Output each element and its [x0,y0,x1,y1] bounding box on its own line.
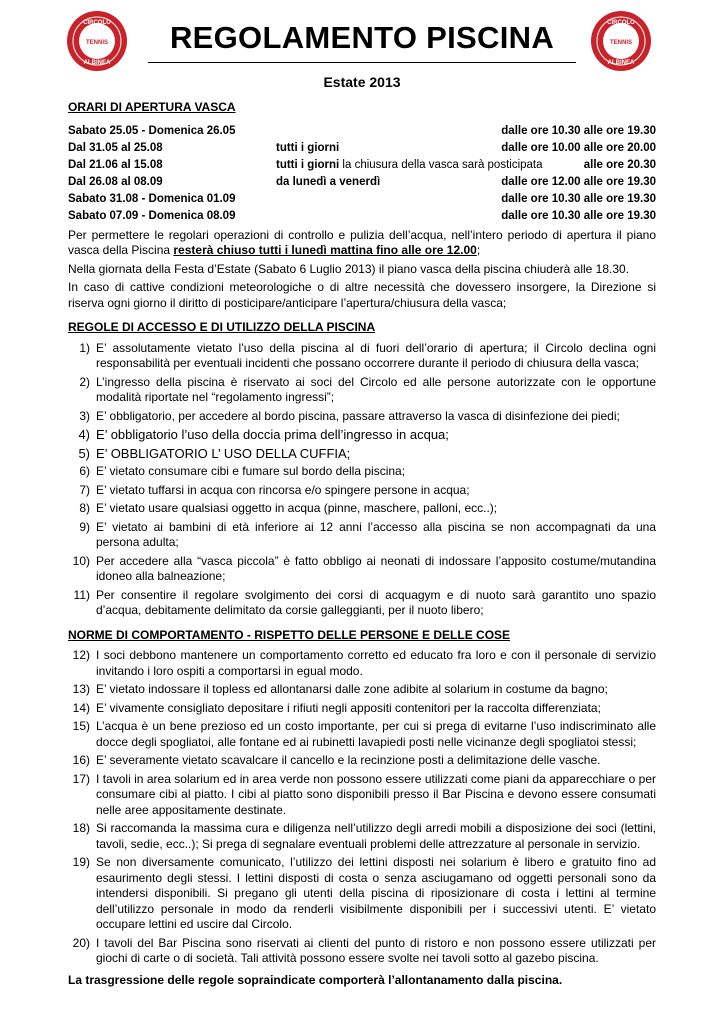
logo-text-bottom: ALBINEA [607,60,635,66]
schedule-row [68,209,656,226]
section-heading-regole: REGOLE DI ACCESSO E DI UTILIZZO DELLA PISCINA [68,320,376,334]
list-item-text: E’ assolutamente vietato l’uso della piscina al di fuori dell’orario di apertura; il Circolo declina ogni responsabilità per eventuali incidenti che possano occorrere durante il periodo di chiusura della vasca; [96,340,656,370]
list-item-number: 14) [72,700,90,715]
schedule-period: Sabato 25.05 - Domenica 26.05 [68,124,236,137]
rules-list-access [68,341,656,619]
schedule-days [276,141,339,157]
list-item-number: 1) [79,340,90,355]
list-item [68,501,656,517]
schedule-days [276,158,543,174]
list-item-number: 16) [72,753,90,767]
note-maintenance-end: ; [476,243,481,257]
schedule-days-note: la chiusura della vasca sarà posticipata [339,158,543,171]
list-item-text: E’ OBBLIGATORIO L’ USO DELLA CUFFIA; [96,445,351,461]
schedule-hours: alle ore 20.30 [583,158,656,171]
note-maintenance-text: Per permettere le regolari operazioni di controllo e pulizia dell’acqua, nell’intero periodo di apertura il piano vasca della Piscina [68,227,656,257]
list-item-number: 12) [72,648,90,662]
note-maintenance [68,228,656,259]
schedule-days [276,175,380,191]
list-item-number: 10) [72,553,90,568]
schedule-row [68,175,656,192]
document-body [68,100,656,1000]
list-item-text: Per consentire il regolare svolgimento dei corsi di acquagym e di nuoto sarà garantito uno spazio d’acqua, debitamente delimitato da corsie galleggianti, per il nuoto libero; [96,587,656,617]
list-item-text: Se non diversamente comunicato, l’utilizzo dei lettini disposti nei solarium è libero e gratuito fino ad esaurimento degli stessi. I lettini disposti di costa o senza asciugamano od oggetti personali sono da intendersi disponibili. Si pregano gli utenti della piscina di riposizionare di costa i lettini al termine dell’utilizzo personale in modo da renderli visibilmente disponibili per i successivi utenti. E’ vietato occupare lettini ed uscire dal Circolo. [96,855,656,931]
schedule-hours: dalle ore 12.00 alle ore 19.30 [501,175,656,188]
list-item-text: Si raccomanda la massima cura e diligenza nell’utilizzo degli arredi mobili a disposizione dei soci (lettini, tavoli, sedie, ecc..); Si prega di segnalare eventuali problemi delle attrezzature al personale in servizio. [96,821,656,851]
schedule-hours: dalle ore 10.00 alle ore 20.00 [501,141,656,154]
schedule-period: Dal 31.05 al 25.08 [68,141,163,154]
title-underline [148,62,576,63]
schedule-period: Sabato 07.09 - Domenica 08.09 [68,209,236,222]
schedule-period: Sabato 31.08 - Domenica 01.09 [68,192,236,205]
schedule-row [68,158,656,175]
list-item-text: E’ vivamente consigliato depositare i rifiuti negli appositi contenitori per la raccolta differenziata; [96,700,601,715]
list-item-text: I soci debbono mantenere un comportamento corretto ed educato fra loro e con il personale di servizio invitando i loro ospiti a comportarsi in egual modo. [96,648,656,678]
schedule-period: Dal 26.08 al 08.09 [68,175,163,188]
list-item [68,682,656,698]
list-item [68,483,656,499]
schedule-hours: dalle ore 10.30 alle ore 19.30 [501,209,656,222]
list-item-number: 9) [79,519,90,534]
list-item [68,520,656,551]
list-item-number: 11) [73,587,90,602]
list-item-number: 18) [72,821,90,835]
list-item [68,753,656,769]
opening-schedule [68,124,656,226]
list-item-number: 6) [79,464,90,478]
list-item-number: 3) [79,408,90,423]
list-item-number: 5) [78,445,90,461]
list-item [68,701,656,717]
list-item [68,855,656,933]
logo-text-bottom: ALBINEA [83,60,111,66]
club-logo-left [66,10,128,72]
list-item-text: E’ severamente vietato scavalcare il cancello e la recinzione posti a delimitazione delle vasche. [96,753,601,767]
note-festa: Nella giornata della Festa d’Estate (Sabato 6 Luglio 2013) il piano vasca della piscina chiuderà alle 18.30. [68,261,630,276]
list-item-number: 19) [72,855,90,869]
list-item-number: 17) [72,771,90,786]
list-item-text: E’ vietato indossare il topless ed allontanarsi dalle zone adibite al solarium in costume da bagno; [96,682,608,696]
list-item-text: E’ vietato ai bambini di età inferiore ai 12 anni l’accesso alla piscina se non accompagnati da una persona adulta; [96,519,656,549]
schedule-row [68,141,656,158]
list-item [68,427,656,443]
list-item-number: 15) [72,719,90,733]
schedule-hours: dalle ore 10.30 alle ore 19.30 [501,124,656,137]
list-item-text: E’ vietato tuffarsi in acqua con rincorsa e/o spingere persone in acqua; [96,482,470,497]
schedule-hours: dalle ore 10.30 alle ore 19.30 [501,192,656,205]
page-title: REGOLAMENTO PISCINA [169,20,555,55]
list-item-number: 13) [72,682,90,696]
page-subtitle: Estate 2013 [323,74,401,90]
schedule-row [68,124,656,141]
list-item [68,821,656,852]
list-item [68,375,656,406]
list-item-text: I tavoli del Bar Piscina sono riservati ai clienti del punto di ristoro e non possono essere utilizzati per giochi di carte o di società. Tali attività possono essere svolte nei tavoli sotto al gazebo piscina. [96,935,656,965]
note-maintenance-strong: resterà chiuso tutti i lunedì mattina fino alle ore 12.00 [173,243,477,257]
list-item [68,648,656,679]
rules-list-behavior [68,648,656,967]
list-item-text: E’ vietato usare qualsiasi oggetto in acqua (pinne, maschere, palloni, ecc..); [96,501,498,515]
list-item-number: 2) [79,374,90,389]
note-weather: In caso di cattive condizioni meteorologiche o di altre necessità che dovessero insorgere, la Direzione si riserva ogni giorno il diritto di posticipare/anticipare l’apertura/chiusura della vasca; [68,280,656,310]
logo-text-mid: TENNIS [609,40,633,46]
club-logo-right [590,10,652,72]
section-heading-orari: ORARI DI APERTURA VASCA [68,100,236,114]
list-item [68,409,656,425]
list-item [68,588,656,619]
list-item-number: 7) [79,482,90,497]
list-item [68,341,656,372]
list-item-text: I tavoli in area solarium ed in area verde non possono essere utilizzati come piani da apparecchiare o per consumare cibi al piatto. I cibi al piatto sono disponibili presso il Bar Piscina e devono essere consumati nelle aree appositamente destinate. [96,771,656,817]
list-item-number: 20) [72,935,90,950]
list-item-text: E’ obbligatorio l’uso della doccia prima dell’ingresso in acqua; [96,427,449,442]
list-item [68,446,656,462]
list-item-number: 4) [78,427,90,442]
list-item [68,554,656,585]
list-item-text: Per accedere alla “vasca piccola” è fatto obbligo ai neonati di indossare l’apposito costume/mutandina idoneo alla balneazione; [96,553,656,583]
closing-statement: La trasgressione delle regole sopraindicate comporterà l’allontanamento dalla piscina. [68,972,563,987]
list-item [68,719,656,750]
list-item-text: E’ vietato consumare cibi e fumare sul bordo della piscina; [96,464,406,478]
schedule-days-label: tutti i giorni [276,141,340,154]
schedule-days-label: da lunedì a venerdì [276,175,381,188]
logo-text-top: CIRCOLO [83,20,111,26]
schedule-row [68,192,656,209]
list-item [68,772,656,819]
schedule-days-label: tutti i giorni [276,158,340,171]
list-item-number: 8) [79,501,90,515]
logo-text-top: CIRCOLO [607,20,635,26]
list-item-text: L’acqua è un bene prezioso ed un costo importante, per cui si prega di evitarne l’uso indiscriminato alle docce degli spogliatoi, alle fontane ed ai rubinetti lavapiedi posti nelle vicinanze degli spogliatoi stessi; [96,719,656,749]
list-item [68,464,656,480]
list-item-text: E’ obbligatorio, per accedere al bordo piscina, passare attraverso la vasca di disinfezione dei piedi; [96,408,620,423]
list-item-text: L’ingresso della piscina è riservato ai soci del Circolo ed alle persone autorizzate con le opportune modalità riportate nel “regolamento ingressi”; [96,374,656,404]
list-item [68,936,656,967]
schedule-period: Dal 21.06 al 15.08 [68,158,163,171]
section-heading-norme: NORME DI COMPORTAMENTO - RISPETTO DELLE PERSONE E DELLE COSE [68,627,511,642]
logo-text-mid: TENNIS [85,40,109,46]
